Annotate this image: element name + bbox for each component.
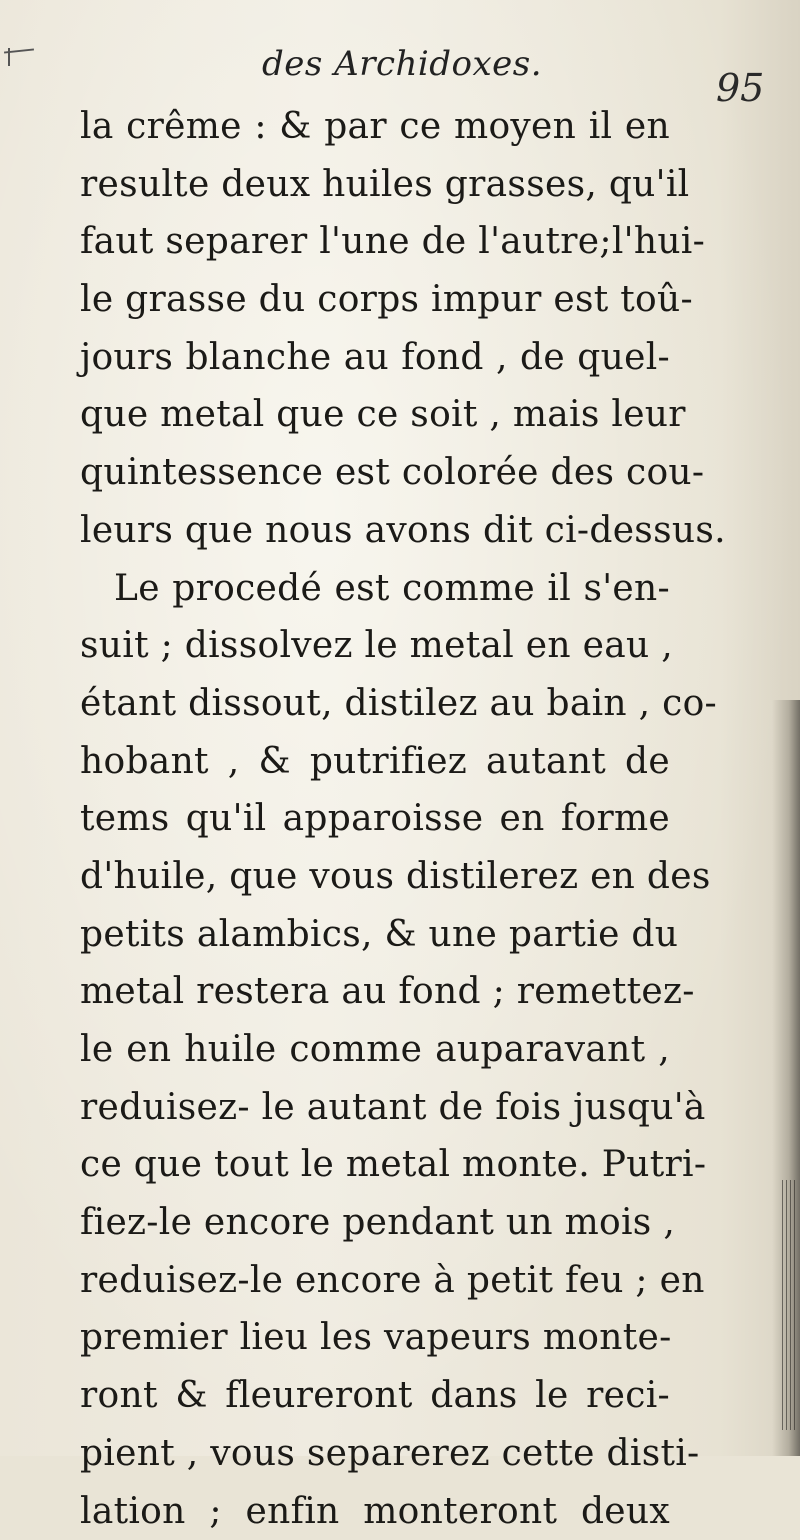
text-line: la crême : & par ce moyen il en xyxy=(80,98,670,156)
text-line: fiez-le encore pendant un mois , xyxy=(80,1194,670,1252)
text-line: resulte deux huiles grasses, qu'il xyxy=(80,156,670,214)
text-line: d'huile, que vous distilerez en des xyxy=(80,848,670,906)
text-line: jours blanche au fond , de quel- xyxy=(80,329,670,387)
text-line: le en huile comme auparavant , xyxy=(80,1021,670,1079)
text-line: petits alambics, & une partie du xyxy=(80,906,670,964)
text-line: le grasse du corps impur est toû- xyxy=(80,271,670,329)
text-line: tems qu'il apparoisse en forme xyxy=(80,790,670,848)
text-line: ront & fleureront dans le reci- xyxy=(80,1367,670,1425)
text-line: leurs que nous avons dit ci-dessus. xyxy=(80,502,670,560)
text-line: lation ; enfin monteront deux xyxy=(80,1483,670,1540)
body-text xyxy=(80,98,670,1540)
paragraph-start-line: Le procedé est comme il s'en- xyxy=(80,560,670,618)
text-line: metal restera au fond ; remettez- xyxy=(80,963,670,1021)
text-line: étant dissout, distilez au bain , co- xyxy=(80,675,670,733)
running-title: des Archidoxes. xyxy=(262,44,542,84)
text-line: reduisez-le encore à petit feu ; en xyxy=(80,1252,670,1310)
corner-pencil-mark-vertical xyxy=(8,48,10,66)
text-line: reduisez- le autant de fois jusqu'à xyxy=(80,1079,670,1137)
text-line: faut separer l'une de l'autre;l'hui- xyxy=(80,213,670,271)
text-line: ce que tout le metal monte. Putri- xyxy=(80,1136,670,1194)
page-number: 95 xyxy=(716,66,764,110)
text-line: suit ; dissolvez le metal en eau , xyxy=(80,617,670,675)
text-line: quintessence est colorée des cou- xyxy=(80,444,670,502)
text-line: premier lieu les vapeurs monte- xyxy=(80,1309,670,1367)
text-line: que metal que ce soit , mais leur xyxy=(80,386,670,444)
page-edge-fibers xyxy=(782,1180,796,1430)
text-line: hobant , & putrifiez autant de xyxy=(80,733,670,791)
text-line: pient , vous separerez cette disti- xyxy=(80,1425,670,1483)
